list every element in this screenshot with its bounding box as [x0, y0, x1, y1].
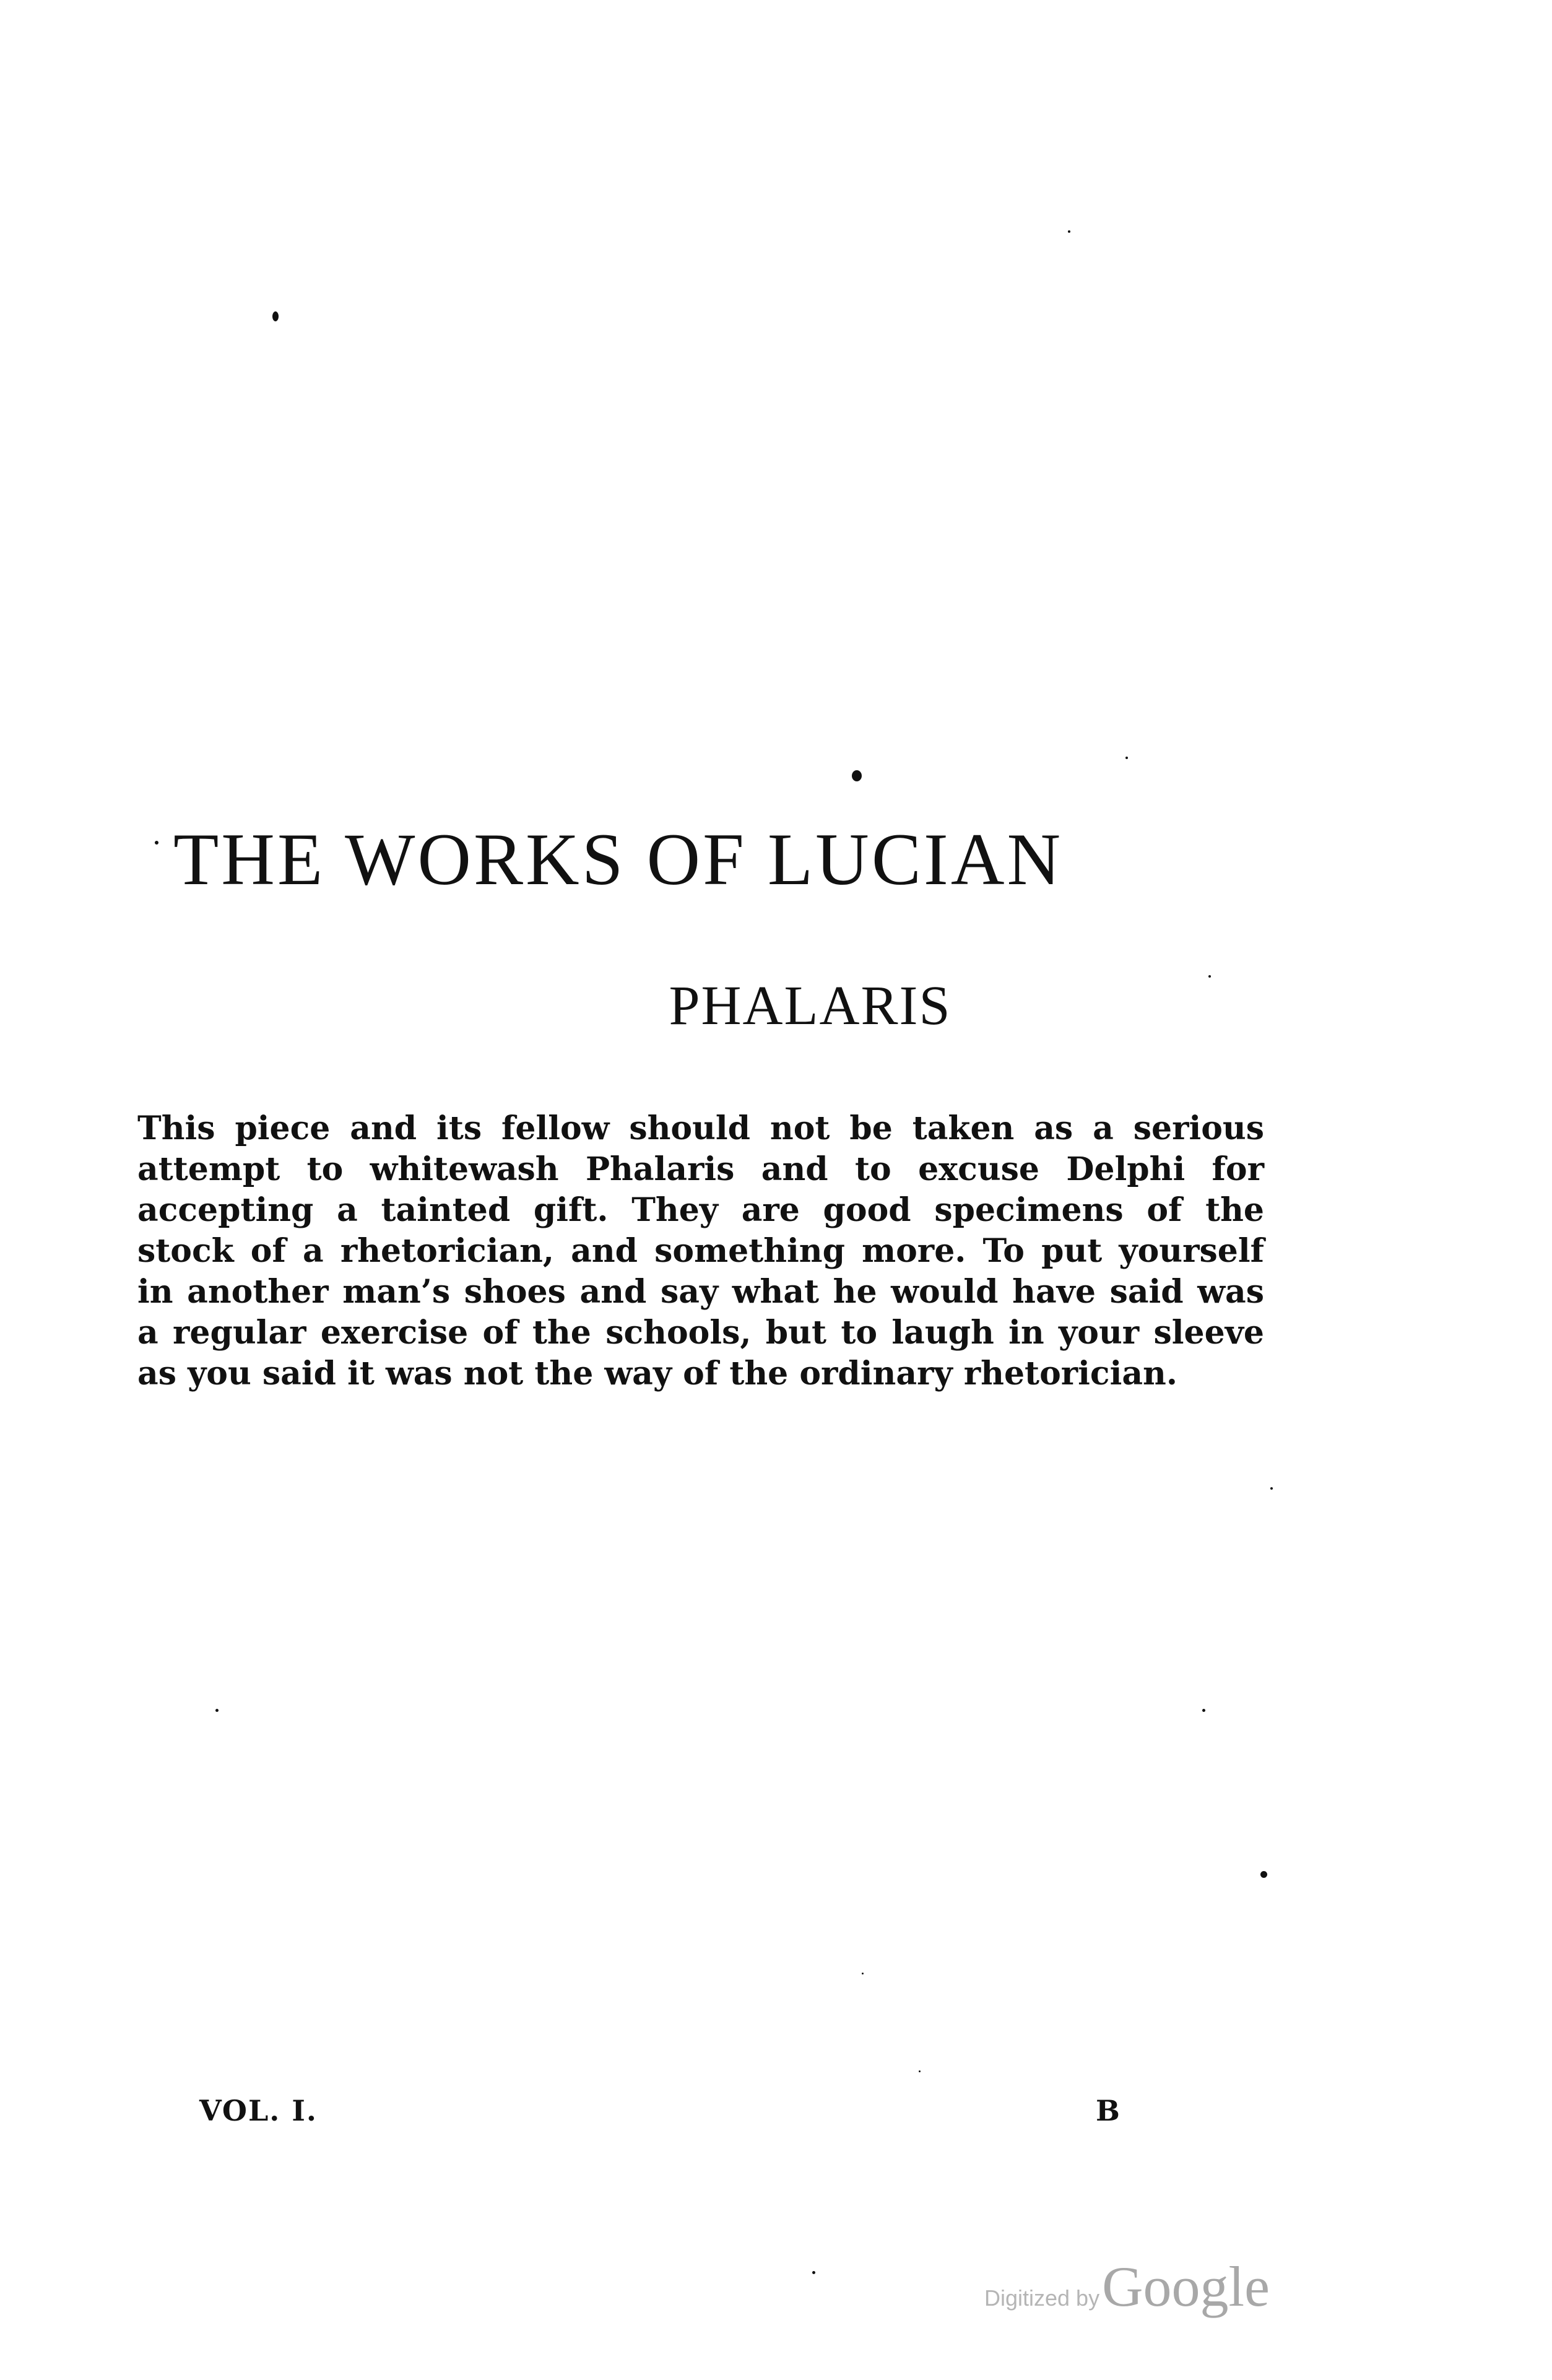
intro-line: as you said it was not the way of the ordinary rhetorician.: [137, 1355, 1177, 1392]
intro-paragraph: [137, 1108, 1264, 1394]
scan-speck: [1202, 1709, 1205, 1712]
gathering-signature: B: [1096, 2094, 1120, 2127]
scan-speck: [215, 1709, 219, 1712]
intro-line: stock of a rhetorician, and something more. To put yourself: [137, 1232, 1264, 1270]
scan-speck: [812, 2271, 815, 2274]
scan-speck: [852, 770, 862, 781]
section-title: PHALARIS: [669, 975, 952, 1036]
scan-speck: [1068, 230, 1070, 233]
scan-speck: [862, 1973, 864, 1974]
scan-speck: [919, 2070, 921, 2072]
scan-speck: [272, 311, 279, 321]
intro-line: a regular exercise of the schools, but to laugh in your sleeve: [137, 1314, 1264, 1352]
intro-line: in another man’s shoes and say what he would have said was: [137, 1273, 1264, 1311]
watermark-prefix: Digitized by: [984, 2285, 1100, 2311]
intro-line: accepting a tainted gift. They are good specimens of the: [137, 1191, 1264, 1229]
book-title: THE WORKS OF LUCIAN: [173, 818, 1064, 900]
volume-signature: VOL. I.: [199, 2094, 318, 2127]
scan-speck: [155, 841, 158, 845]
intro-line: This piece and its fellow should not be taken as a serious: [137, 1110, 1264, 1147]
intro-line: attempt to whitewash Phalaris and to excuse Delphi for: [137, 1150, 1264, 1188]
google-logo: Google: [1102, 2255, 1270, 2318]
digitized-watermark: [984, 2254, 1270, 2319]
scan-speck: [1270, 1487, 1273, 1490]
scan-speck: [1125, 757, 1128, 759]
scan-speck: [1260, 1871, 1267, 1878]
